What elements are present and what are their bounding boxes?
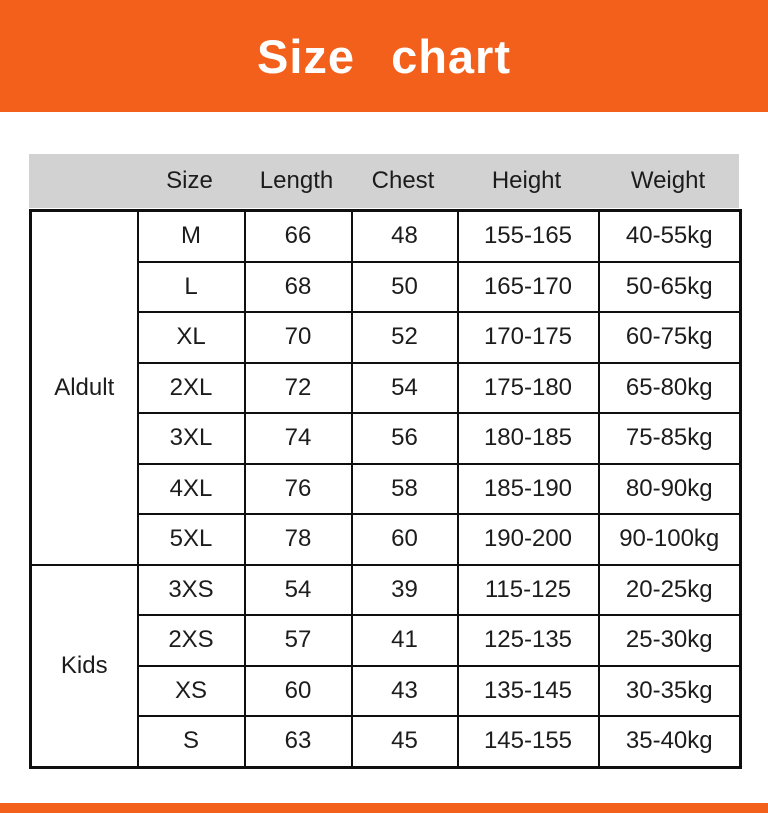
column-header-weight: Weight (630, 167, 706, 194)
cell-size: 4XL (138, 464, 245, 515)
cell-chest: 56 (352, 413, 458, 464)
cell-chest: 41 (352, 615, 458, 666)
cell-weight: 30-35kg (599, 666, 741, 717)
cell-size: 3XL (138, 413, 245, 464)
cell-height: 185-190 (458, 464, 599, 515)
cell-weight: 50-65kg (599, 262, 741, 313)
footer-bar (0, 803, 768, 813)
cell-height: 180-185 (458, 413, 599, 464)
cell-length: 74 (245, 413, 352, 464)
cell-chest: 58 (352, 464, 458, 515)
cell-height: 170-175 (458, 312, 599, 363)
cell-length: 66 (245, 211, 352, 262)
cell-chest: 45 (352, 716, 458, 767)
cell-length: 54 (245, 565, 352, 616)
cell-size: 2XS (138, 615, 245, 666)
cell-chest: 54 (352, 363, 458, 414)
cell-length: 78 (245, 514, 352, 565)
table-row (31, 211, 741, 262)
cell-length: 60 (245, 666, 352, 717)
cell-height: 135-145 (458, 666, 599, 717)
cell-length: 68 (245, 262, 352, 313)
table-row (31, 615, 741, 666)
cell-size: XL (138, 312, 245, 363)
cell-weight: 75-85kg (599, 413, 741, 464)
cell-chest: 50 (352, 262, 458, 313)
column-header-length: Length (259, 167, 334, 194)
cell-chest: 60 (352, 514, 458, 565)
page-title: Size chart (256, 29, 512, 83)
cell-height: 175-180 (458, 363, 599, 414)
cell-weight: 25-30kg (599, 615, 741, 666)
cell-weight: 20-25kg (599, 565, 741, 616)
cell-chest: 52 (352, 312, 458, 363)
column-header-size: Size (166, 167, 213, 194)
table-row (31, 312, 741, 363)
cell-weight: 35-40kg (599, 716, 741, 767)
cell-height: 115-125 (458, 565, 599, 616)
cell-size: XS (138, 666, 245, 717)
cell-chest: 43 (352, 666, 458, 717)
table-row (31, 565, 741, 616)
cell-size: S (138, 716, 245, 767)
cell-weight: 90-100kg (599, 514, 741, 565)
size-chart (29, 154, 739, 769)
cell-chest: 39 (352, 565, 458, 616)
cell-size: 3XS (138, 565, 245, 616)
cell-size: L (138, 262, 245, 313)
cell-weight: 80-90kg (599, 464, 741, 515)
table-row (31, 666, 741, 717)
size-chart-table (29, 209, 742, 769)
cell-size: 5XL (138, 514, 245, 565)
table-row (31, 413, 741, 464)
cell-height: 165-170 (458, 262, 599, 313)
cell-length: 63 (245, 716, 352, 767)
cell-weight: 40-55kg (599, 211, 741, 262)
cell-size: M (138, 211, 245, 262)
table-row (31, 514, 741, 565)
table-row (31, 464, 741, 515)
cell-weight: 60-75kg (599, 312, 741, 363)
cell-chest: 48 (352, 211, 458, 262)
table-header-row (29, 154, 739, 208)
cell-length: 70 (245, 312, 352, 363)
table-row (31, 363, 741, 414)
cell-height: 190-200 (458, 514, 599, 565)
cell-size: 2XL (138, 363, 245, 414)
table-row (31, 716, 741, 767)
column-header-chest: Chest (371, 167, 435, 194)
cell-length: 57 (245, 615, 352, 666)
group-cell-kids: Kids (31, 565, 138, 768)
table-row (31, 262, 741, 313)
cell-weight: 65-80kg (599, 363, 741, 414)
cell-length: 76 (245, 464, 352, 515)
group-cell-adult: Aldult (31, 211, 138, 565)
cell-length: 72 (245, 363, 352, 414)
cell-height: 125-135 (458, 615, 599, 666)
cell-height: 155-165 (458, 211, 599, 262)
column-header-height: Height (491, 167, 562, 194)
cell-height: 145-155 (458, 716, 599, 767)
title-banner (0, 0, 768, 112)
